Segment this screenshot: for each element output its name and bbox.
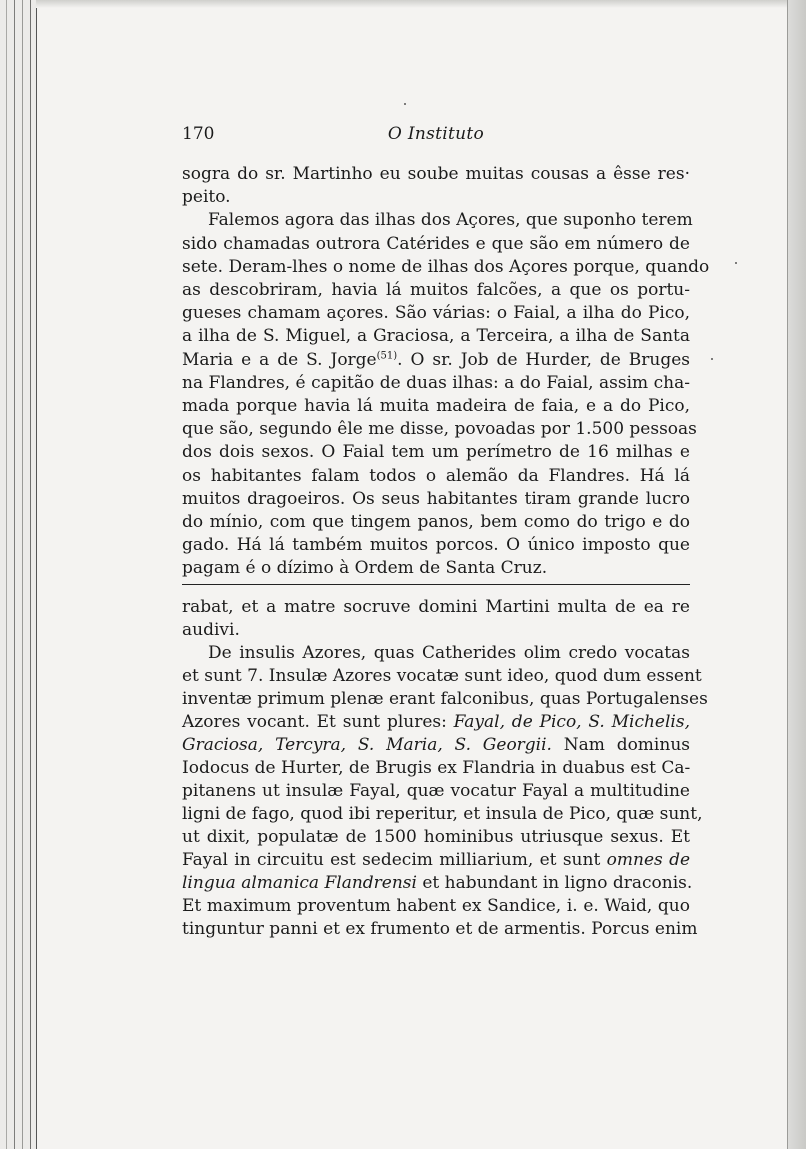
text-line: pitanens ut insulæ Fayal, quæ vocatur Fayal a multitudine	[182, 781, 690, 801]
text-line: pagam é o dízimo à Ordem de Santa Cruz.	[182, 558, 548, 579]
text-fragment: . O sr. Job de Hurder, de Bruges	[397, 349, 690, 370]
page-edge	[30, 0, 31, 1149]
text-fragment: Maria e a de S. Jorge	[182, 349, 377, 370]
text-fragment: Azores vocant. Et sunt plures:	[182, 712, 447, 732]
italic-fragment: omnes de	[606, 850, 691, 870]
text-line: et sunt 7. Insulæ Azores vocatæ sunt ideo, quod dum essent	[182, 666, 702, 686]
text-line: audivi.	[182, 620, 240, 640]
text-line: rabat, et a matre socruve domini Martini multa de ea re	[182, 597, 690, 617]
text-line: Iodocus de Hurter, de Brugis ex Flandria in duabus est Ca-	[182, 758, 691, 778]
text-line: inventæ primum plenæ erant falconibus, quas Portugalenses	[182, 689, 708, 709]
running-header	[182, 124, 690, 148]
text-fragment: Nam dominus	[563, 735, 690, 755]
text-line: sogra do sr. Martinho eu soube muitas cousas a êsse res·	[182, 164, 690, 184]
text-line: ligni de fago, quod ibi reperitur, et insula de Pico, quæ sunt,	[182, 804, 703, 824]
section-divider	[182, 584, 690, 585]
dust-speck	[404, 103, 406, 105]
text-fragment: Fayal in circuitu est sedecim milliarium, et sunt	[182, 850, 601, 870]
text-line	[182, 734, 690, 757]
page-number: 170	[182, 124, 215, 144]
text-line: do mínio, com que tingem panos, bem como do trigo e do	[182, 512, 690, 533]
text-line: dos dois sexos. O Faial tem um perímetro de 16 milhas e	[182, 442, 690, 463]
text-line: tinguntur panni et ex frumento et de armentis. Porcus enim	[182, 919, 698, 939]
text-line: a ilha de S. Miguel, a Graciosa, a Terceira, a ilha de Santa	[182, 326, 690, 347]
text-line: De insulis Azores, quas Catherides olim credo vocatas	[208, 643, 690, 663]
italic-fragment: Graciosa, Tercyra, S. Maria, S. Georgii.	[182, 735, 552, 755]
text-line: ut dixit, populatæ de 1500 hominibus utriusque sexus. Et	[182, 827, 690, 847]
text-line: Et maximum proventum habent ex Sandice, i. e. Waid, quo	[182, 896, 690, 916]
text-line: peito.	[182, 187, 231, 208]
text-line	[182, 349, 690, 372]
dust-speck	[735, 262, 737, 264]
text-line: Falemos agora das ilhas dos Açores, que suponho terem	[208, 210, 693, 231]
latin-text	[182, 596, 708, 941]
text-fragment: et habundant in ligno draconis.	[422, 873, 693, 893]
page-edge	[6, 0, 7, 1149]
italic-fragment: lingua almanica Flandrensi	[182, 873, 417, 893]
text-line: gado. Há lá também muitos porcos. O único imposto que	[182, 535, 690, 556]
page-right-edge	[787, 0, 806, 1149]
footnote-reference: (51)	[376, 349, 398, 361]
text-line: na Flandres, é capitão de duas ilhas: a do Faial, assim cha-	[182, 372, 690, 393]
text-line: que são, segundo êle me disse, povoadas por 1.500 pessoas	[182, 419, 697, 440]
text-line: as descobriram, havia lá muitos falcões, a que os portu-	[182, 280, 690, 301]
page-edge	[14, 0, 15, 1149]
text-line: sido chamadas outrora Catérides e que são em número de	[182, 233, 690, 254]
text-line	[182, 849, 690, 872]
italic-fragment: Fayal, de Pico, S. Michelis,	[453, 712, 690, 732]
text-line	[182, 711, 690, 734]
running-title: O Instituto	[387, 124, 485, 144]
text-line	[182, 872, 693, 895]
page-top-edge	[36, 0, 788, 8]
text-line: muitos dragoeiros. Os seus habitantes tiram grande lucro	[182, 488, 690, 509]
text-line: os habitantes falam todos o alemão da Flandres. Há lá	[182, 465, 690, 486]
portuguese-text	[182, 163, 710, 581]
text-line: sete. Deram-lhes o nome de ilhas dos Açores porque, quando	[182, 256, 710, 277]
page-edge	[22, 0, 23, 1149]
text-line: gueses chamam açores. São várias: o Faial, a ilha do Pico,	[182, 303, 690, 324]
text-line: mada porque havia lá muita madeira de faia, e a do Pico,	[182, 396, 690, 417]
dust-speck	[711, 358, 713, 360]
